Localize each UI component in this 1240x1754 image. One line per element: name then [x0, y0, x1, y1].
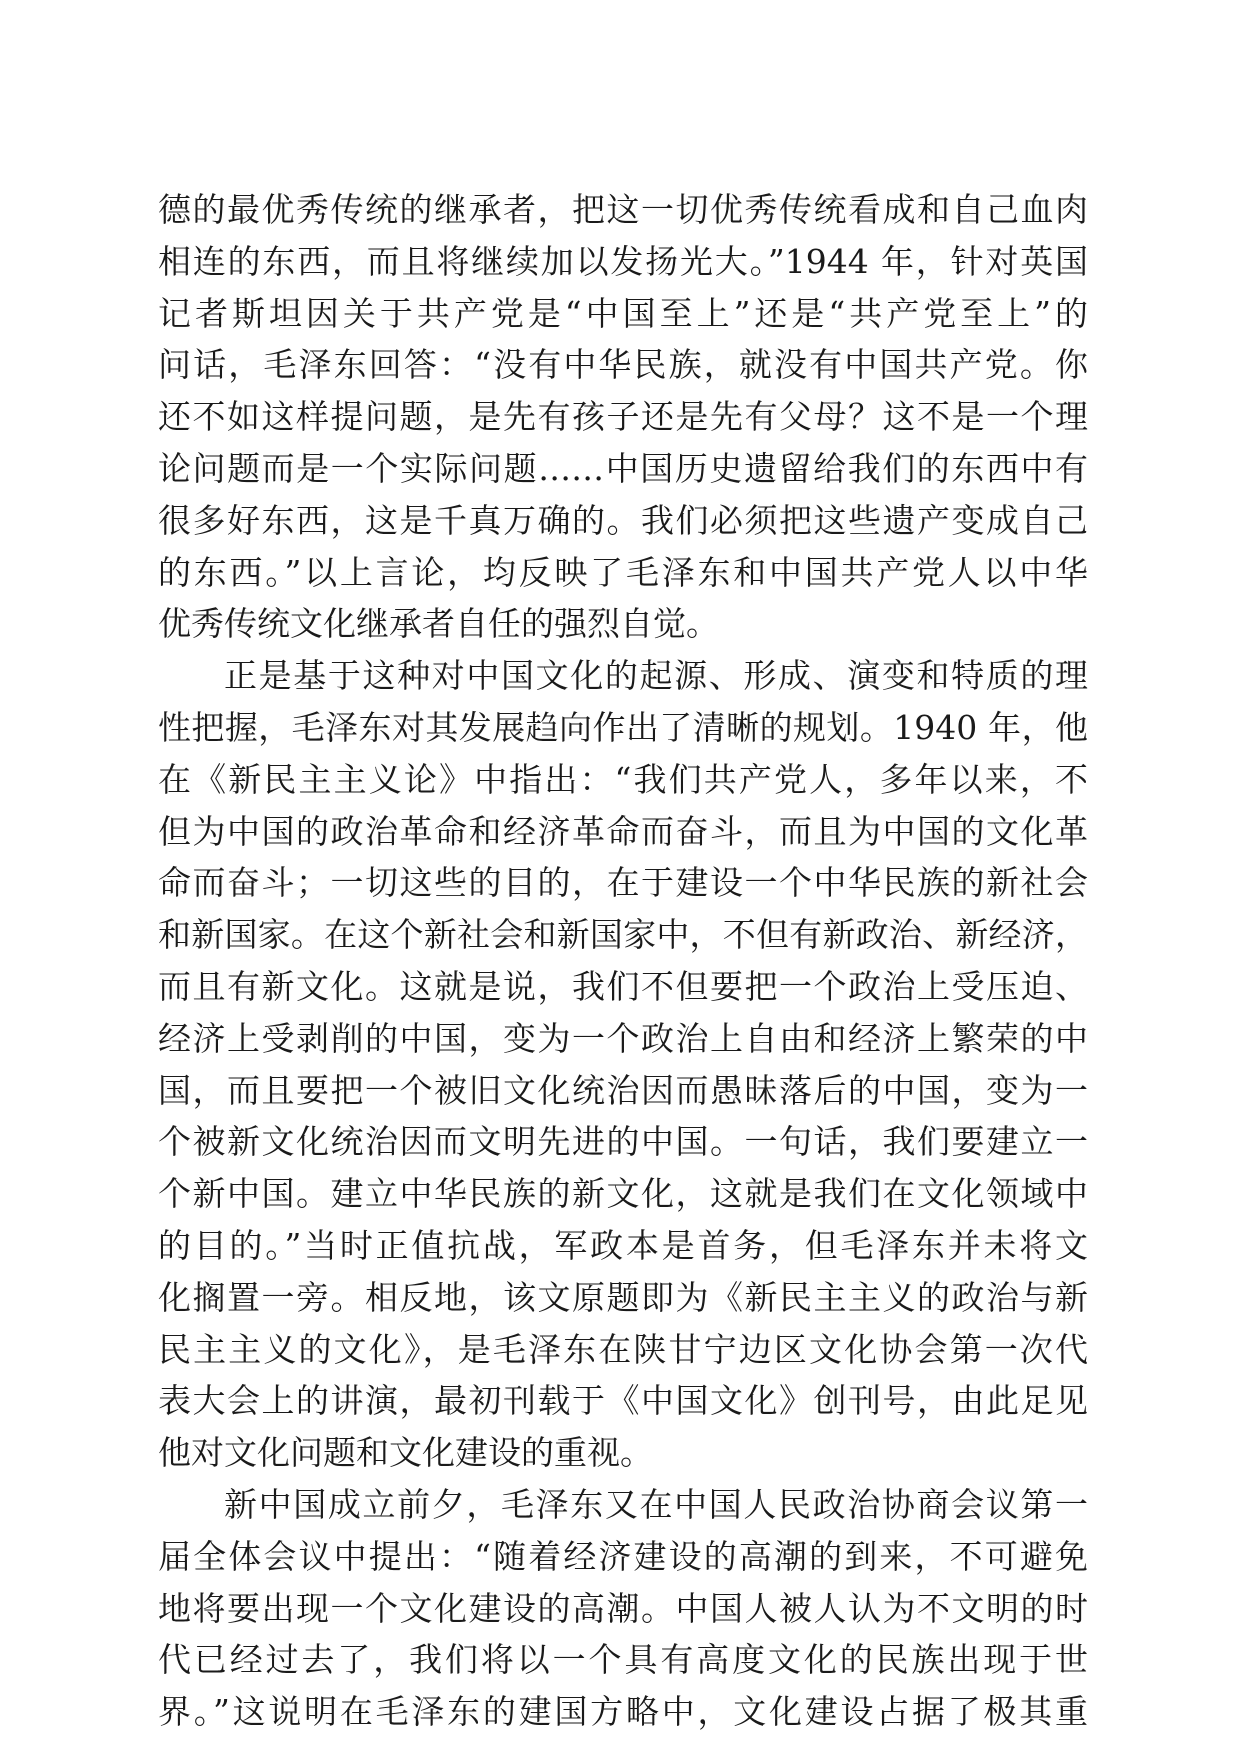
text-line: 个被新文化统治因而文明先进的中国。一句话，我们要建立一 [158, 1122, 1088, 1162]
text-line: 的目的。”当时正值抗战，军政本是首务，但毛泽东并未将文 [158, 1225, 1088, 1265]
text-line: 界。”这说明在毛泽东的建国方略中，文化建设占据了极其重 [158, 1692, 1088, 1732]
text-line: 优秀传统文化继承者自任的强烈自觉。 [158, 604, 719, 644]
text-line: 和新国家。在这个新社会和新国家中，不但有新政治、新经济， [158, 915, 1088, 955]
body-text [158, 184, 1088, 1738]
text-line: 他对文化问题和文化建设的重视。 [158, 1433, 653, 1473]
text-line: 而且有新文化。这就是说，我们不但要把一个政治上受压迫、 [158, 966, 1088, 1006]
text-line: 性把握，毛泽东对其发展趋向作出了清晰的规划。1940 年，他 [158, 707, 1088, 747]
text-line: 化搁置一旁。相反地，该文原题即为《新民主主义的政治与新 [158, 1277, 1088, 1317]
text-line: 表大会上的讲演，最初刊载于《中国文化》创刊号，由此足见 [158, 1381, 1088, 1421]
text-line: 命而奋斗；一切这些的目的，在于建设一个中华民族的新社会 [158, 863, 1088, 903]
text-line: 经济上受剥削的中国，变为一个政治上自由和经济上繁荣的中 [158, 1018, 1088, 1058]
paragraph-start-line: 新中国成立前夕，毛泽东又在中国人民政治协商会议第一 [224, 1484, 1088, 1524]
text-line: 问话，毛泽东回答：“没有中华民族，就没有中国共产党。你 [158, 345, 1088, 385]
text-line: 届全体会议中提出：“随着经济建设的高潮的到来，不可避免 [158, 1536, 1088, 1576]
text-line: 在《新民主主义论》中指出：“我们共产党人，多年以来，不 [158, 759, 1088, 799]
text-line: 但为中国的政治革命和经济革命而奋斗，而且为中国的文化革 [158, 811, 1088, 851]
text-line: 地将要出现一个文化建设的高潮。中国人被人认为不文明的时 [158, 1588, 1088, 1628]
paragraph-start-line: 正是基于这种对中国文化的起源、形成、演变和特质的理 [224, 656, 1088, 696]
text-line: 还不如这样提问题，是先有孩子还是先有父母？这不是一个理 [158, 397, 1088, 437]
text-line: 国，而且要把一个被旧文化统治因而愚昧落后的中国，变为一 [158, 1070, 1088, 1110]
text-line: 论问题而是一个实际问题……中国历史遗留给我们的东西中有 [158, 448, 1088, 488]
text-line: 个新中国。建立中华民族的新文化，这就是我们在文化领域中 [158, 1174, 1088, 1214]
text-line: 民主主义的文化》，是毛泽东在陕甘宁边区文化协会第一次代 [158, 1329, 1088, 1369]
text-line: 相连的东西，而且将继续加以发扬光大。”1944 年，针对英国 [158, 241, 1088, 281]
text-line: 记者斯坦因关于共产党是“中国至上”还是“共产党至上”的 [158, 293, 1088, 333]
text-line: 的东西。”以上言论，均反映了毛泽东和中国共产党人以中华 [158, 552, 1088, 592]
text-line: 很多好东西，这是千真万确的。我们必须把这些遗产变成自己 [158, 500, 1088, 540]
text-line: 德的最优秀传统的继承者，把这一切优秀传统看成和自己血肉 [158, 190, 1088, 229]
text-line: 代已经过去了，我们将以一个具有高度文化的民族出现于世 [158, 1640, 1088, 1680]
